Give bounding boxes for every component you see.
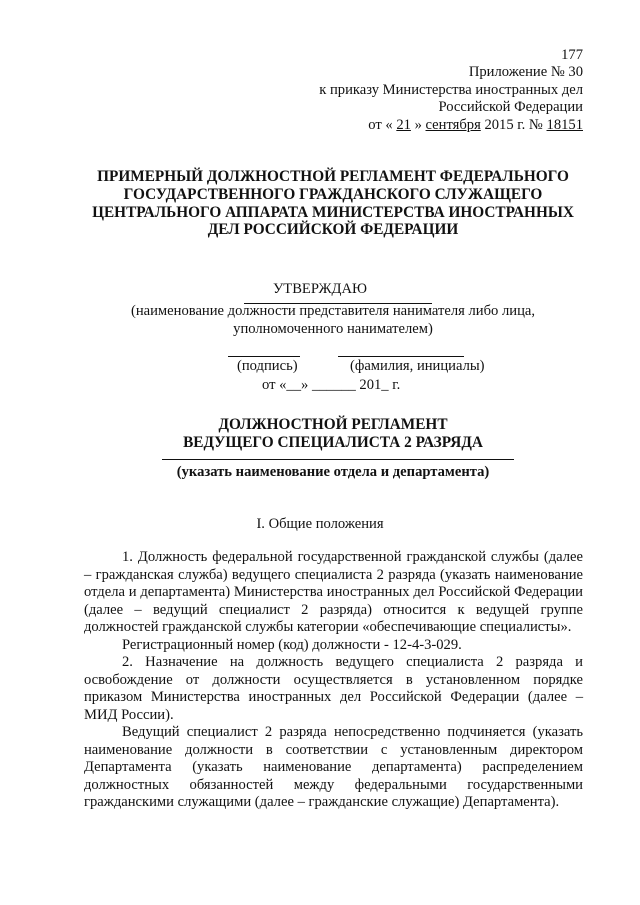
paragraph: 2. Назначение на должность ведущего специалиста 2 разряда и освобождение от должности осуществляется в установленном порядке приказом Министерства иностранных дел Российской Федерации (далее – МИД России). [84, 654, 583, 723]
paragraph: Регистрационный номер (код) должности - 12-4-3-029. [122, 636, 462, 653]
appendix-block [319, 64, 583, 134]
date-prefix: от « [368, 116, 393, 133]
order-month: сентября [425, 116, 481, 133]
appendix-number: Приложение № 30 [468, 64, 583, 80]
name-line [338, 356, 464, 357]
name-label: (фамилия, инициалы) [350, 358, 485, 374]
appendix-date-line [319, 117, 583, 135]
document-title-line2: ВЕДУЩЕГО СПЕЦИАЛИСТА 2 РАЗРЯДА [183, 434, 483, 451]
order-number: 18151 [546, 116, 583, 133]
document-title [88, 416, 578, 452]
paragraph: Ведущий специалист 2 разряда непосредственно подчиняется (указать наименование должности в соответствии с установленным директором Департамента (указать наименование департамента) распределением должностных обязанностей между федеральными государственными гражданскими служащими (далее – гражданские служащие) Департамента). [84, 724, 583, 810]
appendix-country: Российской Федерации [438, 99, 583, 115]
department-caption: (указать наименование отдела и департамента) [176, 464, 490, 480]
section-heading: I. Общие положения [256, 516, 384, 532]
appendix-order-ref: к приказу Министерства иностранных дел [319, 81, 583, 98]
document-title-line1: ДОЛЖНОСТНОЙ РЕГЛАМЕНТ [218, 416, 448, 433]
department-line [162, 459, 514, 460]
date-mid: » [414, 116, 422, 133]
post-caption: (наименование должности представителя нанимателя либо лица, уполномоченного нанимателем) [130, 303, 536, 337]
paragraph: 1. Должность федеральной государственной гражданской службы (далее – гражданская служба) ведущего специалиста 2 разряда (указать наименование отдела и департамента) Министерства иностранных дел Российской Федерации (далее – ведущий специалист 2 разряда) относится к ведущей группе должностей гражданской службы категории «обеспечивающие специалисты». [84, 549, 583, 635]
order-day: 21 [396, 116, 411, 133]
order-year-no: 2015 г. № [484, 116, 543, 133]
signature-label: (подпись) [237, 358, 298, 374]
main-title: ПРИМЕРНЫЙ ДОЛЖНОСТНОЙ РЕГЛАМЕНТ ФЕДЕРАЛЬНОГО ГОСУДАРСТВЕННОГО ГРАЖДАНСКОГО СЛУЖАЩЕГО ЦЕНТРАЛЬНОГО АППАРАТА МИНИСТЕРСТВА ИНОСТРАННЫХ ДЕЛ РОССИЙСКОЙ ФЕДЕРАЦИИ [92, 168, 574, 239]
body-text [84, 549, 583, 812]
approval-date-line: от «__» ______ 201_ г. [262, 377, 401, 393]
signature-line [228, 356, 300, 357]
page-number: 177 [561, 47, 583, 63]
approval-heading: УТВЕРЖДАЮ [272, 281, 368, 297]
